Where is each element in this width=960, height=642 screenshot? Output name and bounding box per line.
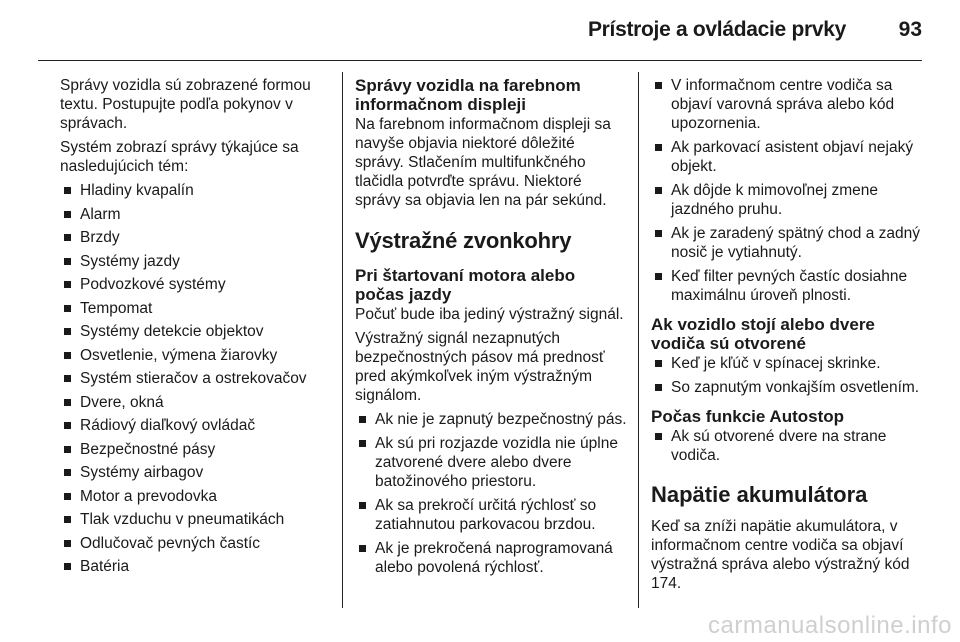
column-divider-1 [342, 72, 343, 608]
list-item: Osvetlenie, výmena žiarovky [60, 346, 330, 365]
column-2 [355, 76, 627, 582]
battery-paragraph: Keď sa zníži napätie akumulátora, v informačnom centre vodiča sa objaví výstražná správa alebo výstražný kód 174. [651, 518, 910, 592]
list-item: Systémy jazdy [60, 252, 330, 271]
list-item: Ak je zaradený spätný chod a zadný nosič je vytiahnutý. [651, 224, 931, 262]
list-item: Tempomat [60, 299, 330, 318]
list-item: Odlučovač pevných častíc [60, 534, 330, 553]
list-item: Keď je kľúč v spínacej skrinke. [651, 354, 931, 373]
list-item: Hladiny kvapalín [60, 181, 330, 200]
list-item: Systémy airbagov [60, 463, 330, 482]
watermark: carmanualsonline.info [708, 612, 952, 639]
topics-intro-paragraph: Systém zobrazí správy týkajúce sa nasledujúcich tém: [60, 139, 299, 175]
list-item: Dvere, okná [60, 393, 330, 412]
list-item: Tlak vzduchu v pneumatikách [60, 510, 330, 529]
list-item: V informačnom centre vodiča sa objaví varovná správa alebo kód upozornenia. [651, 76, 931, 133]
list-item: So zapnutým vonkajším osvetlením. [651, 378, 931, 397]
list-item: Ak sú otvorené dvere na strane vodiča. [651, 427, 931, 465]
subheading-engine-start: Pri štartovaní motora alebo počas jazdy [355, 266, 576, 304]
page-title: Prístroje a ovládacie prvky [587, 18, 846, 41]
intro-paragraph: Správy vozidla sú zobrazené formou textu. Postupujte podľa pokynov v správach. [60, 77, 311, 132]
autostop-conditions-list [651, 427, 931, 465]
list-item: Ak nie je zapnutý bezpečnostný pás. [355, 410, 627, 429]
list-item: Batéria [60, 557, 330, 576]
page-number: 93 [898, 18, 922, 41]
section-heading-battery-voltage: Napätie akumulátora [651, 482, 868, 507]
list-item: Ak sú pri rozjazde vozidla nie úplne zatvorené dvere alebo dvere batožinového priestoru. [355, 434, 627, 491]
list-item: Ak parkovací asistent objaví nejaký objekt. [651, 138, 931, 176]
list-item: Systém stieračov a ostrekovačov [60, 369, 330, 388]
topics-list [60, 181, 330, 576]
list-item: Ak sa prekročí určitá rýchlosť so zatiahnutou parkovacou brzdou. [355, 496, 627, 534]
header-divider [38, 60, 922, 61]
list-item: Podvozkové systémy [60, 275, 330, 294]
list-item: Brzdy [60, 228, 330, 247]
page-header [0, 0, 960, 62]
subheading-vehicle-parked: Ak vozidlo stojí alebo dvere vodiča sú otvorené [651, 315, 875, 353]
engine-start-paragraph-2: Výstražný signál nezapnutých bezpečnostných pásov má prednosť pred akýmkoľvek iným výstražným signálom. [355, 330, 605, 404]
column-3 [651, 76, 931, 598]
column-divider-2 [638, 72, 639, 608]
engine-start-paragraph-1: Počuť bude iba jediný výstražný signál. [355, 306, 624, 323]
list-item: Motor a prevodovka [60, 487, 330, 506]
list-item: Ak je prekročená naprogramovaná alebo povolená rýchlosť. [355, 539, 627, 577]
section-heading-color-display: Správy vozidla na farebnom informačnom displeji [355, 76, 581, 114]
list-item: Keď filter pevných častíc dosiahne maximálnu úroveň plnosti. [651, 267, 931, 305]
parked-conditions-list [651, 354, 931, 397]
list-item: Ak dôjde k mimovoľnej zmene jazdného pruhu. [651, 181, 931, 219]
list-item: Systémy detekcie objektov [60, 322, 330, 341]
chime-conditions-list [355, 410, 627, 577]
list-item: Alarm [60, 205, 330, 224]
subheading-autostop: Počas funkcie Autostop [651, 407, 845, 426]
chime-conditions-list-continued [651, 76, 931, 305]
color-display-paragraph: Na farebnom informačnom displeji sa navyše objavia niektoré dôležité správy. Stlačením multifunkčného tlačidla potvrďte správu. Niektoré správy sa objavia len na pár sekúnd. [355, 116, 611, 209]
column-1 [60, 76, 330, 581]
list-item: Rádiový diaľkový ovládač [60, 416, 330, 435]
list-item: Bezpečnostné pásy [60, 440, 330, 459]
section-heading-warning-chimes: Výstražné zvonkohry [355, 228, 572, 253]
